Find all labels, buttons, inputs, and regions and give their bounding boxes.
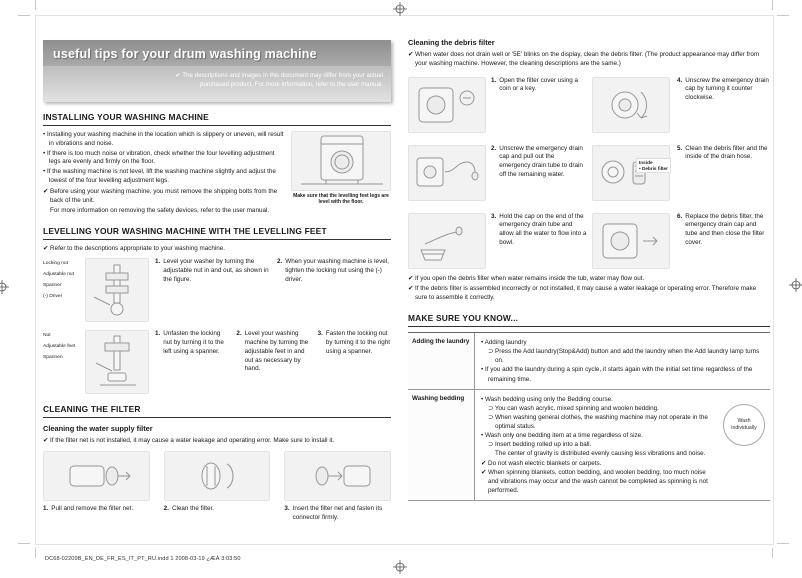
levelling-figure2-block bbox=[43, 330, 391, 394]
title-banner bbox=[43, 40, 391, 102]
make-sure-you-know-table bbox=[408, 332, 770, 501]
registration-mark-bottom bbox=[393, 560, 407, 574]
levelling-figure2 bbox=[43, 330, 149, 394]
installing-bullet: • If the washing machine is not level, lift the washing machine slightly and adjust the lowest of the four levelling adjustment legs. bbox=[43, 168, 276, 185]
water-filter-steps bbox=[43, 451, 391, 523]
step-number: 1. bbox=[155, 330, 161, 338]
right-column bbox=[408, 38, 770, 501]
step-number: 1. bbox=[491, 76, 497, 84]
installing-check-note: ✔ Before using your washing machine, you must remove the shipping bolts from the back of the unit. bbox=[43, 187, 278, 204]
crop-mark bbox=[18, 15, 30, 16]
table-line: • Adding laundry bbox=[481, 339, 527, 347]
step-number: 3. bbox=[491, 212, 497, 220]
levelling-figure2-labels bbox=[43, 330, 85, 394]
debris-step5-illustration bbox=[592, 145, 670, 201]
step-text: Clean the filter. bbox=[171, 504, 214, 512]
page-title: useful tips for your drum washing machine bbox=[43, 40, 391, 66]
step-number: 2. bbox=[236, 330, 242, 338]
step-text: Unscrew the emergency drain cap by turning it counter clockwise. bbox=[685, 76, 769, 102]
banner-note-line2: purchased product. For more information, refer to the user manual. bbox=[200, 80, 383, 88]
step-text: Fasten the locking nut by turning it to the right using a spanner. bbox=[325, 330, 390, 355]
table-line: ⊃ You can wash acrylic, mixed spinning and woolen bedding. bbox=[488, 404, 659, 412]
step bbox=[491, 145, 587, 201]
water-filter-step-3 bbox=[284, 451, 391, 523]
step-text: Level your washer by turning the adjustable nut in and out, as shown in the figure. bbox=[163, 258, 269, 283]
label-nut: Nut bbox=[43, 333, 51, 339]
table-row-washing-bedding bbox=[408, 390, 770, 501]
debris-filter-note: ✔ When water does not drain well or '5E' blinks on the display, clean the debris filter. (The product appearance may differ from your washing machine. However, the cleaning descriptions are the same.) bbox=[408, 51, 760, 67]
levelling-feet-diagram-2 bbox=[85, 330, 149, 394]
step-number: 1. bbox=[155, 258, 161, 266]
installing-figure bbox=[291, 131, 391, 216]
step-number: 1. bbox=[43, 504, 49, 512]
step bbox=[677, 77, 770, 133]
debris-step6-illustration bbox=[592, 213, 670, 269]
section-heading-cleaning-filter: CLEANING THE FILTER bbox=[43, 404, 391, 418]
crop-mark bbox=[35, 548, 36, 558]
table-line: ⊃ When washing general clothes, the washing machine may not operate in the optimal status. bbox=[488, 413, 708, 431]
crop-mark bbox=[772, 0, 773, 10]
installing-bullets bbox=[43, 131, 291, 216]
row-content bbox=[475, 333, 770, 389]
crop-mark bbox=[777, 15, 789, 16]
crop-mark bbox=[18, 543, 30, 544]
step bbox=[677, 145, 770, 201]
debris-warning-2: ✔ If the debris filter is assembled incorrectly or not installed, it may cause a water leakage or operating error. Therefore make sure to assemble it correctly. bbox=[408, 285, 757, 302]
installing-row bbox=[43, 131, 391, 216]
step bbox=[677, 213, 770, 269]
label-spanner: Spanner bbox=[43, 282, 62, 288]
label-spannen: Spannen bbox=[43, 354, 63, 360]
installing-bullet: • If there is too much noise or vibration, check whether the four levelling adjustment legs are evenly and firmly on the floor. bbox=[43, 149, 275, 166]
crop-mark bbox=[777, 543, 789, 544]
wash-individually-badge: Wash individually bbox=[723, 404, 765, 446]
step bbox=[164, 505, 271, 514]
levelling-feet-diagram-1 bbox=[85, 258, 149, 322]
debris-step2-illustration bbox=[408, 145, 486, 201]
levelling-figure1-block bbox=[43, 258, 391, 322]
step-number: 6. bbox=[677, 212, 683, 220]
row-content bbox=[475, 390, 770, 500]
washing-machine-illustration bbox=[291, 131, 391, 191]
section-heading-make-sure: MAKE SURE YOU KNOW... bbox=[408, 313, 770, 327]
step bbox=[236, 330, 309, 394]
water-filter-note: ✔ If the filter net is not installed, it may cause a water leakage and operating error. Make sure to install it. bbox=[43, 437, 335, 445]
table-line: The center of gravity is distributed evenly causing less vibrations and noise. bbox=[495, 450, 706, 458]
debris-filter-label: • Debris filter bbox=[639, 165, 668, 171]
label-adjustable-feet: Adjustable feet bbox=[43, 343, 76, 349]
levelling-note: ✔ Refer to the descriptions appropriate to your washing machine. bbox=[43, 245, 226, 253]
installing-check-note-continued: For more information on removing the safety devices, refer to the user manual. bbox=[50, 207, 270, 215]
step-text: Open the filter cover using a coin or a key. bbox=[499, 76, 579, 93]
debris-filter-steps bbox=[408, 77, 770, 269]
step-number: 5. bbox=[677, 144, 683, 152]
step-text: Hold the cap on the end of the emergency drain tube and allow all the water to flow into a bowl. bbox=[499, 212, 587, 247]
banner-note bbox=[43, 66, 391, 102]
table-line: ⊃ Insert bedding rolled up into a ball. bbox=[488, 441, 592, 449]
step-text: When your washing machine is level, tighten the locking nut using the (-) driver. bbox=[285, 258, 389, 283]
table-line: ✔ Do not wash electric blankets or carpets. bbox=[481, 459, 602, 467]
subheading-debris-filter: Cleaning the debris filter bbox=[408, 38, 495, 47]
step bbox=[318, 330, 391, 394]
levelling-figure1 bbox=[43, 258, 149, 322]
table-line: • Wash only one bedding item at a time regardless of size. bbox=[481, 432, 643, 440]
step-number: 2. bbox=[277, 258, 283, 266]
step-number: 4. bbox=[677, 76, 683, 84]
label-locking-nut: Locking nut bbox=[43, 261, 69, 267]
table-line: ⊃ Press the Add laundry(Stop&Add) button and add the laundry when the Add laundry lamp turns on. bbox=[488, 348, 760, 365]
step-text: Unfasten the locking nut by turning it to the left using a spanner. bbox=[163, 330, 224, 355]
section-heading-levelling: LEVELLING YOUR WASHING MACHINE WITH THE LEVELLING FEET bbox=[43, 226, 391, 240]
table-line: ✔ When spinning blankets, cotton bedding, and woolen bedding, too much noise and vibrations may occur and the wash cannot be completed as spinning is not performed. bbox=[481, 468, 708, 494]
debris-step3-illustration bbox=[408, 213, 486, 269]
levelling-figure1-steps bbox=[149, 258, 391, 322]
step bbox=[277, 258, 391, 322]
step-text: Unscrew the emergency drain cap and pull out the emergency drain tube to drain off the remaining water. bbox=[499, 144, 583, 179]
step bbox=[155, 330, 228, 394]
step-text: Replace the debris filter, the emergency drain cap and tube and then close the filter cover. bbox=[685, 212, 765, 247]
label-adjustable-nut: Adjustable nut bbox=[43, 271, 74, 277]
crop-mark bbox=[772, 548, 773, 558]
step bbox=[155, 258, 269, 322]
registration-mark-top bbox=[393, 2, 407, 16]
step bbox=[284, 505, 391, 523]
registration-mark-right bbox=[789, 278, 802, 292]
step-text: Clean the debris filter and the inside of the drain hose. bbox=[685, 144, 768, 161]
row-title: Adding the laundry bbox=[408, 333, 475, 389]
section-heading-installing: INSTALLING YOUR WASHING MACHINE bbox=[43, 112, 391, 126]
crop-mark bbox=[35, 0, 36, 10]
step-number: 3. bbox=[284, 504, 290, 512]
step-text: Pull and remove the filter net. bbox=[51, 504, 134, 512]
step-text: Level your washing machine by turning the adjustable feet in and out as necessary by hand. bbox=[244, 330, 309, 373]
debris-step1-illustration bbox=[408, 77, 486, 133]
step-number: 2. bbox=[491, 144, 497, 152]
row-title: Washing bedding bbox=[408, 390, 475, 500]
table-line: • If you add the laundry during a spin cycle, it starts again with the initial set time regardless of the remaining time. bbox=[481, 366, 753, 383]
step-text: Insert the filter net and fasten its connector firmly. bbox=[292, 504, 383, 521]
water-filter-step1-illustration bbox=[43, 451, 150, 501]
step-number: 2. bbox=[163, 504, 169, 512]
water-filter-step3-illustration bbox=[284, 451, 391, 501]
table-line: • Wash bedding using only the Bedding course. bbox=[481, 395, 613, 403]
table-row-adding-laundry bbox=[408, 333, 770, 390]
installing-bullet: • Installing your washing machine in the location which is slippery or uneven, will result in vibrations and noise. bbox=[43, 130, 284, 147]
levelling-figure2-steps bbox=[149, 330, 391, 394]
subheading-water-supply-filter: Cleaning the water supply filter bbox=[43, 424, 153, 434]
step-number: 3. bbox=[317, 330, 323, 338]
levelling-figure1-labels bbox=[43, 258, 85, 322]
inside-debris-filter-label bbox=[636, 158, 671, 174]
installing-figure-caption: Make sure that the levelling feet legs are level with the floor. bbox=[293, 192, 389, 206]
banner-note-line1: ✔ The descriptions and images in this document may differ from your actual bbox=[175, 72, 383, 79]
left-column bbox=[43, 40, 391, 523]
step bbox=[491, 77, 587, 133]
step bbox=[43, 505, 150, 514]
water-filter-step-1 bbox=[43, 451, 150, 523]
registration-mark-left bbox=[0, 280, 9, 294]
print-footer: DC68-02209B_EN_DE_FR_ES_IT_PT_RU.indd 1 2008-03-19 ¿ÆÀ 3:03:50 bbox=[45, 556, 241, 562]
debris-warning-1: ✔ If you open the debris filter when water remains inside the tub, water may flow out. bbox=[408, 274, 645, 282]
water-filter-step-2 bbox=[164, 451, 271, 523]
label-driver: (-) Driver bbox=[43, 293, 63, 299]
step bbox=[491, 213, 587, 269]
water-filter-step2-illustration bbox=[164, 451, 271, 501]
inside-label: Inside bbox=[639, 159, 653, 165]
debris-step4-illustration bbox=[592, 77, 670, 133]
